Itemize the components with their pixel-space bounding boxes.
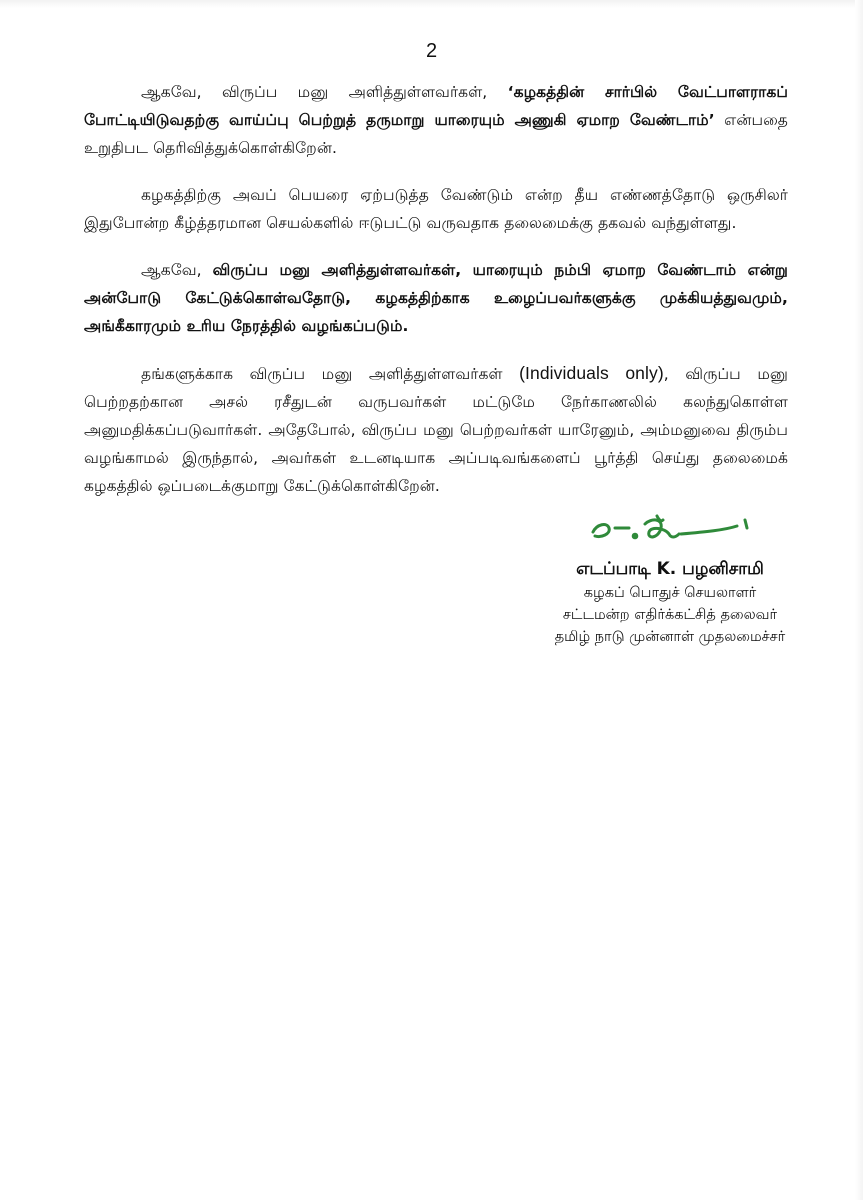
signatory-name: எடப்பாடி K. பழனிசாமி xyxy=(576,559,764,579)
paragraph-3-text-run: விருப்ப மனு அளித்துள்ளவர்கள், யாரையும் நம்பி ஏமாற வேண்டாம் என்று அன்போடு கேட்டுக்கொள்வதோடு, கழகத்திற்காக உழைப்பவர்களுக்கு முக்கியத்துவமும், அங்கீகாரமும் உரிய நேரத்தில் வழங்கப்படும். xyxy=(84,261,788,335)
paragraph-3 xyxy=(84,256,788,340)
paragraph-4-text-run: தங்களுக்காக விருப்ப மனு அளித்துள்ளவர்கள் xyxy=(141,365,520,383)
paragraph-4-text-run: , விருப்ப மனு பெற்றதற்கான அசல் ரசீதுடன் வருபவர்கள் மட்டுமே நேர்காணலில் கலந்துகொள்ள அனுமதிக்கப்படுவார்கள். அதேபோல், விருப்ப மனு பெற்றவர்கள் யாரேனும், அம்மனுவை திரும்ப வழங்காமல் இருந்தால், அவர்கள் உடனடியாக அப்படிவங்களைப் பூர்த்தி செய்து தலைமைக் கழகத்தில் ஒப்படைக்குமாறு கேட்டுக்கொள்கிறேன். xyxy=(84,365,788,495)
page-number: 2 xyxy=(425,40,438,62)
paragraph-3-text-run: ஆகவே, xyxy=(141,261,213,279)
paragraph-2-text-run: கழகத்திற்கு அவப் பெயரை ஏற்படுத்த வேண்டும் என்ற தீய எண்ணத்தோடு ஒருசிலர் இதுபோன்ற கீழ்த்தரமான செயல்களில் ஈடுபட்டு வருவதாக தலைமைக்கு தகவல் வந்துள்ளது. xyxy=(84,186,788,232)
paragraph-1-text-run: ஆகவே, விருப்ப மனு அளித்துள்ளவர்கள், xyxy=(141,83,508,101)
paragraph-1-text-run: ‘கழகத்தின் சார்பில் வேட்பாளராகப் போட்டியிடுவதற்கு வாய்ப்பு பெற்றுத் தருமாறு யாரையும் அணுகி ஏமாற வேண்டாம்’ xyxy=(84,83,788,129)
page-edge-shadow-right xyxy=(855,0,863,1200)
letter-body xyxy=(84,78,788,519)
signatory-title-1: கழகப் பொதுச் செயலாளர் xyxy=(583,585,757,601)
paragraph-4 xyxy=(84,359,788,500)
paragraph-4-text-run: (Individuals only) xyxy=(519,363,664,383)
paragraph-2 xyxy=(84,181,788,237)
handwritten-signature xyxy=(585,510,755,550)
paragraph-1 xyxy=(84,78,788,162)
signature-block xyxy=(520,510,820,648)
signatory-title-2: சட்டமன்ற எதிர்க்கட்சித் தலைவர் xyxy=(562,607,778,623)
paragraph-1-text-run: என்பதை உறுதிபட தெரிவித்துக்கொள்கிறேன். xyxy=(84,111,788,157)
page-edge-shadow-top xyxy=(0,0,863,8)
signatory-title-3: தமிழ் நாடு முன்னாள் முதலமைச்சர் xyxy=(554,629,786,645)
